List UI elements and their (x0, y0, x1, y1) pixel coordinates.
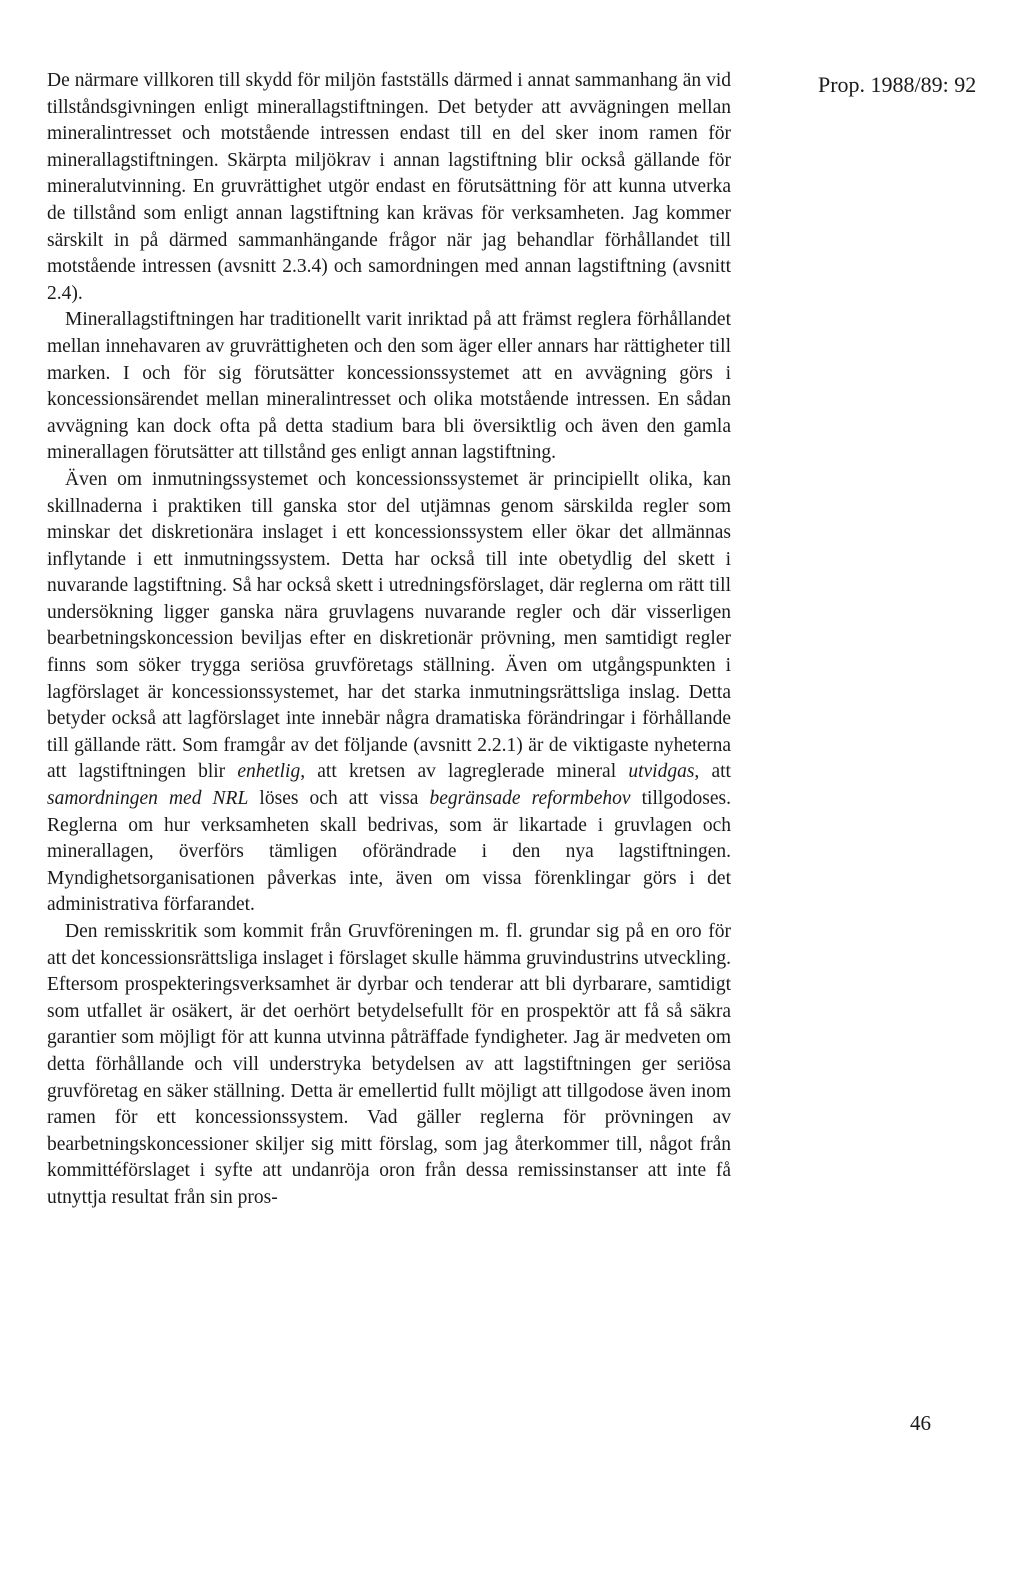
paragraph (47, 307, 731, 467)
italic-term: enhetlig (237, 761, 301, 783)
paragraph (47, 68, 731, 307)
paragraph-text: Den remisskritik som kommit från Gruvföreningen m. fl. grundar sig på en oro för att det koncessionsrättsliga inslaget i förslaget skulle hämma gruvindustrins utveckling. Eftersom prospekteringsverksamhet är dyrbar och tenderar att bli dyrbarare, samtidigt som utfallet är osäkert, är det oerhört betydelsefullt för en prospektör att få så säkra garantier som möjligt för att kunna utvinna påträffade fyndigheter. Jag är medveten om detta förhållande och vill understryka betydelsen av att lagstiftningen ger seriösa gruvföretag en säker ställning. Detta är emellertid fullt möjligt att tillgodose även inom ramen för ett koncessionssystem. Vad gäller reglerna för prövningen av bearbetningskoncessioner skiljer sig mitt förslag, som jag återkommer till, något från kommittéförslaget i syfte att undanröja oron från dessa remissinstanser att inte få utnyttja resultat från sin pros- (47, 921, 731, 1208)
paragraph-text: , att (694, 761, 731, 783)
paragraph-text: Minerallagstiftningen har traditionellt varit inriktad på att främst reglera förhållandet mellan innehavaren av gruvrättigheten och den som äger eller annars har rättigheter till marken. I och för sig förutsätter koncessionssystemet att en avvägning görs i koncessionsärendet mellan mineralintresset och olika motstående intressen. En sådan avvägning kan dock ofta på detta stadium bara bli översiktlig och även den gamla minerallagen förutsätter att tillstånd ges enligt annan lagstiftning. (47, 309, 731, 464)
italic-term: begränsade reformbehov (429, 788, 631, 810)
paragraph-text: tillgodoses. Reglerna om hur verksamheten skall bedrivas, som är likartade i gruvlagen och minerallagen, överförs tämligen oförändrade i den nya lagstiftningen. Myndighetsorganisationen påverkas inte, även om vissa förenklingar görs i det administrativa förfarandet. (47, 788, 731, 916)
paragraph (47, 919, 731, 1212)
italic-term: samordningen med NRL (47, 788, 249, 810)
paragraph-text: De närmare villkoren till skydd för miljön fastställs därmed i annat sammanhang än vid tillståndsgivningen enligt minerallagstiftningen. Det betyder att avvägningen mellan mineralintresset och motstående intressen endast till en del sker inom ramen för minerallagstiftningen. Skärpta miljökrav i annan lagstiftning blir också gällande för mineralutvinning. En gruvrättighet utgör endast en förutsättning för att kunna utverka de tillstånd som enligt annan lagstiftning kan krävas för verksamheten. Jag kommer särskilt in på därmed sammanhängande frågor när jag behandlar förhållandet till motstående intressen (avsnitt 2.3.4) och samordningen med annan lagstiftning (avsnitt 2.4). (47, 70, 731, 304)
paragraph-text: löses och att vissa (248, 788, 430, 810)
page-number: 46 (910, 1411, 931, 1435)
paragraph-text: , att kretsen av lagreglerade mineral (300, 761, 629, 783)
body-text (47, 68, 731, 1212)
paragraph (47, 467, 731, 919)
proposition-reference: Prop. 1988/89: 92 (818, 72, 977, 97)
paragraph-text: Även om inmutningssystemet och koncessionssystemet är principiellt olika, kan skillnaderna i praktiken till ganska stor del utjämnas genom särskilda regler som minskar det diskretionära inslaget i ett koncessionssystem eller ökar det allmännas inflytande i ett inmutningssystem. Detta har också till inte obetydlig del skett i nuvarande lagstiftning. Så har också skett i utredningsförslaget, där reglerna om rätt till undersökning ligger ganska nära gruvlagens nuvarande regler och där visserligen bearbetningskoncession beviljas efter en diskretionär prövning, men samtidigt regler finns som söker trygga seriösa gruvföretags ställning. Även om utgångspunkten i lagförslaget är koncessionssystemet, har det starka inmutningsrättsliga inslag. Detta betyder också att lagförslaget inte innebär några dramatiska förändringar i förhållande till gällande rätt. Som framgår av det följande (avsnitt 2.2.1) är de viktigaste nyheterna att lagstiftningen blir (47, 468, 731, 783)
italic-term: utvidgas (628, 761, 695, 783)
